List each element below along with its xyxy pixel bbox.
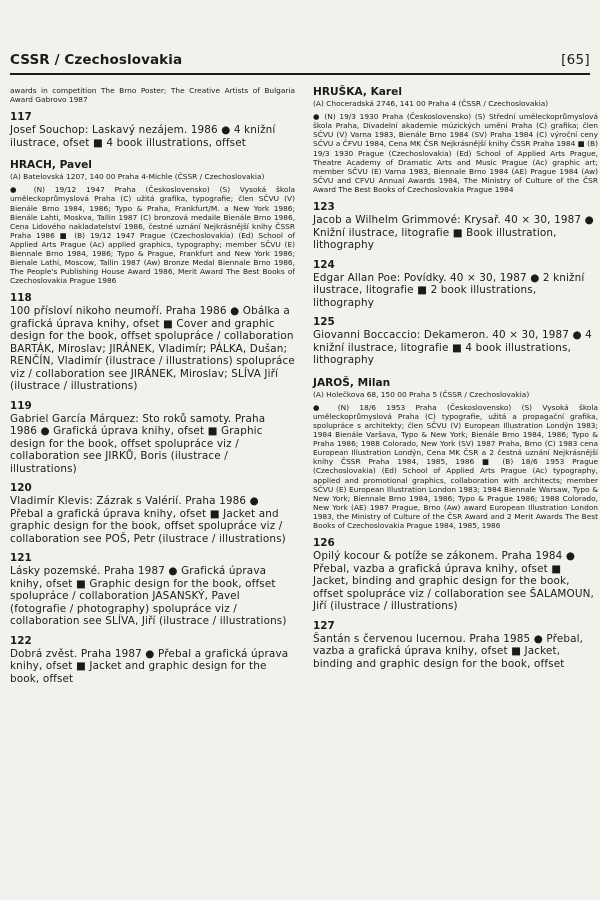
artist-name: HRUŠKA, Karel	[313, 86, 402, 98]
entry-number: 122	[10, 634, 32, 647]
entry-text: 100 přísloví nikoho neumoří. Praha 1986 ● Obálka a grafická úprava knihy, ofset ■ Cover and graphic design for the book, offset spolupráce / collaboration BARTÁK, Miroslav; JIRÁNEK, Vladimír; PÁLKA, Dušan; RENČÍN, Vladimír (ilustrace / illustrations) spolupráce viz / collaboration see JIRÁNEK, Miroslav; SLÍVA Jiří (ilustrace / illustrations)	[10, 305, 295, 393]
artist-name: HRACH, Pavel	[10, 159, 92, 172]
artist-address: (A) Batelovská 1207, 140 00 Praha 4-Michle (ČSSR / Czechoslovakia)	[10, 172, 265, 182]
entry-text: Dobrá zvěst. Praha 1987 ● Přebal a grafická úprava knihy, ofset ■ Jacket and graphic design for the book, offset	[10, 647, 289, 685]
page-number: [65]	[561, 52, 590, 68]
artist-bio: ● (N) 18/6 1953 Praha (Československo) (S) Vysoká škola uměleckoprůmyslová Praha (C) typografie, užitá a propagační grafika, spolupráce s architekty; člen SČVU (V) European Illustration Londýn 1983; 1984 Bienále Varšava, Typo & New York; Bienále Brno 1984, 1986; Typo & Praha 1986; 1988 Colorado, New York (SV) 1987 Praha, Brno (C) 1983 cena European Illustration Londýn, Cena MK ČSR a 2 čestná uznání Nejkrásnější knihy ČSSR Praha 1984, 1985, 1986 ■ (B) 18/6 1953 Prague (Czechoslovakia) (Ed) School of Applied Arts Prague (Ac) typography, applied and promotional graphics, collaboration with architects; member SČVU (E) European Illustration London 1983; 1984 Biennale Warsaw, Typo & New York; Biennale Brno 1984, 1986; Typo & Prague 1986; 1988 Colorado, New York (AE) 1987 Prague, Brno (Aw) award European Illustration London 1983, the Ministry of Culture of the ČSR Award and 2 Merit Awards The Best Books of Czechoslovakia Prague 1984, 1985, 1986	[313, 402, 598, 530]
entry-text: Vladimír Klevis: Zázrak s Valérií. Praha 1986 ● Přebal a grafická úprava knihy, ofset ■ Jacket and graphic design for the book, offset spolupráce viz / collaboration see POŠ, Petr (ilustrace / illustrations)	[10, 495, 286, 545]
entry-text: Edgar Allan Poe: Povídky. 40 × 30, 1987 ● 2 knižní ilustrace, litografie ■ 2 book illustrations, lithography	[313, 271, 585, 309]
artist-address: (A) Choceradská 2746, 141 00 Praha 4 (ČSSR / Czechoslovakia)	[313, 99, 549, 108]
entry-number: 123	[313, 201, 335, 214]
entry-text: Josef Souchop: Laskavý nezájem. 1986 ● 4 knižní ilustrace, ofset ■ 4 book illustrations, offset	[10, 124, 276, 149]
entry-number: 126	[313, 537, 335, 550]
header-rule	[10, 73, 590, 75]
entry-text: Giovanni Boccaccio: Dekameron. 40 × 30, 1987 ● 4 knižní ilustrace, litografie ■ 4 book illustrations, lithography	[313, 329, 592, 367]
artist-bio: ● (N) 19/12 1947 Praha (Československo) (S) Vysoká škola uměleckoprůmyslová Praha (C) užitá grafika, typografie; člen SČVU (V) Bienále Brno 1984, 1986; Typo & Praha, Frankfurt/M. a New York 1986; Bienále Lahti, Moskva, Tallin 1987 (C) bronzová medaile Bienále Brno 1986, Cena Lidového nakladatelství 1986, čestné uznání Nejkrásnější knihy ČSSR Praha 1986 ■ (B) 19/12 1947 Prague (Czechoslovakia) (Ed) School of Applied Arts Prague (Ac) applied graphics, typography; member SČVU (E) Biennale Brno 1984, 1986; Typo & Prague, Frankfurt and New York 1986; Bienale Lathi, Moscow, Tallin 1987 (Aw) Bronze Medal Biennale Brno 1986, The People's Publishing House Award 1986, Merit Award The Best Books of Czechoslovakia Prague 1986	[10, 185, 295, 286]
spacer	[313, 367, 598, 377]
entry-number: 127	[313, 619, 335, 632]
entry-text: Opilý kocour & potíže se zákonem. Praha 1984 ● Přebal, vazba a grafická úprava knihy, ofset ■ Jacket, binding and graphic design for the book, offset spolupráce viz / collaboration see ŠALAMOUN, Jiří (ilustrace / illustrations)	[313, 550, 594, 613]
entry-text: Gabriel García Márquez: Sto roků samoty. Praha 1986 ● Grafická úprava knihy, ofset ■ Graphic design for the book, offset spolupráce viz / collaboration see JIRKŮ, Boris (ilustrace / illustrations)	[10, 412, 266, 475]
page-header	[10, 50, 590, 72]
entry-number: 121	[10, 552, 32, 565]
page-title: CSSR / Czechoslovakia	[10, 52, 183, 68]
entry-number: 124	[313, 258, 335, 271]
entry-text: Jacob a Wilhelm Grimmové: Krysař. 40 × 30, 1987 ● Knižní ilustrace, litografie ■ Book illustration, lithography	[313, 214, 594, 252]
artist-name: JAROŠ, Milan	[313, 376, 391, 389]
intro-text: awards in competition The Brno Poster; The Creative Artists of Bulgaria Award Gabrovo 1987	[10, 86, 295, 105]
left-column	[10, 86, 295, 685]
entry-text: Lásky pozemské. Praha 1987 ● Grafická úprava knihy, ofset ■ Graphic design for the book, offset spolupráce / collaboration JASANSKÝ, Pavel (fotografie / photography) spolupráce viz / collaboration see SLÍVA, Jiří (ilustrace / illustrations)	[10, 565, 287, 628]
entry-number: 117	[10, 111, 32, 124]
entry-number: 125	[313, 316, 335, 329]
artist-bio: ● (N) 19/3 1930 Praha (Československo) (S) Střední uměleckoprůmyslová škola Praha, Divadelní akademie múzických umění Praha (C) grafika; člen SČVU (V) Varna 1983, Bienále Brno 1984 (SV) Praha 1984 (C) výroční ceny SČVU a ČFVU 1984, Cena MK ČSR Nejkrásnější knihy ČSSR Praha 1984 ■ (B) 19/3 1930 Prague (Czechoslovakia) (Ed) School of Applied Arts Prague, Theatre Academy of Dramatic Arts and Music Prague (Ac) graphic art; member SČVU (E) Varna 1983, Biennale Brno 1984 (AE) Prague 1984 (Aw) SČVU and CFVU Annual Awards 1984, The Ministry of Culture of the ČSR Award The Best Books of Czechoslovakia Prague 1984	[313, 112, 598, 194]
entry-number: 120	[10, 482, 32, 495]
artist-address: (A) Holečkova 68, 150 00 Praha 5 (ČSSR / Czechoslovakia)	[313, 389, 530, 399]
spacer	[10, 149, 295, 159]
right-column	[313, 86, 598, 670]
entry-text: Šantán s červenou lucernou. Praha 1985 ● Přebal, vazba a grafická úprava knihy, ofset ■ Jacket, binding and graphic design for the book, offset	[313, 632, 584, 670]
entry-number: 119	[10, 399, 32, 412]
entry-number: 118	[10, 292, 32, 305]
